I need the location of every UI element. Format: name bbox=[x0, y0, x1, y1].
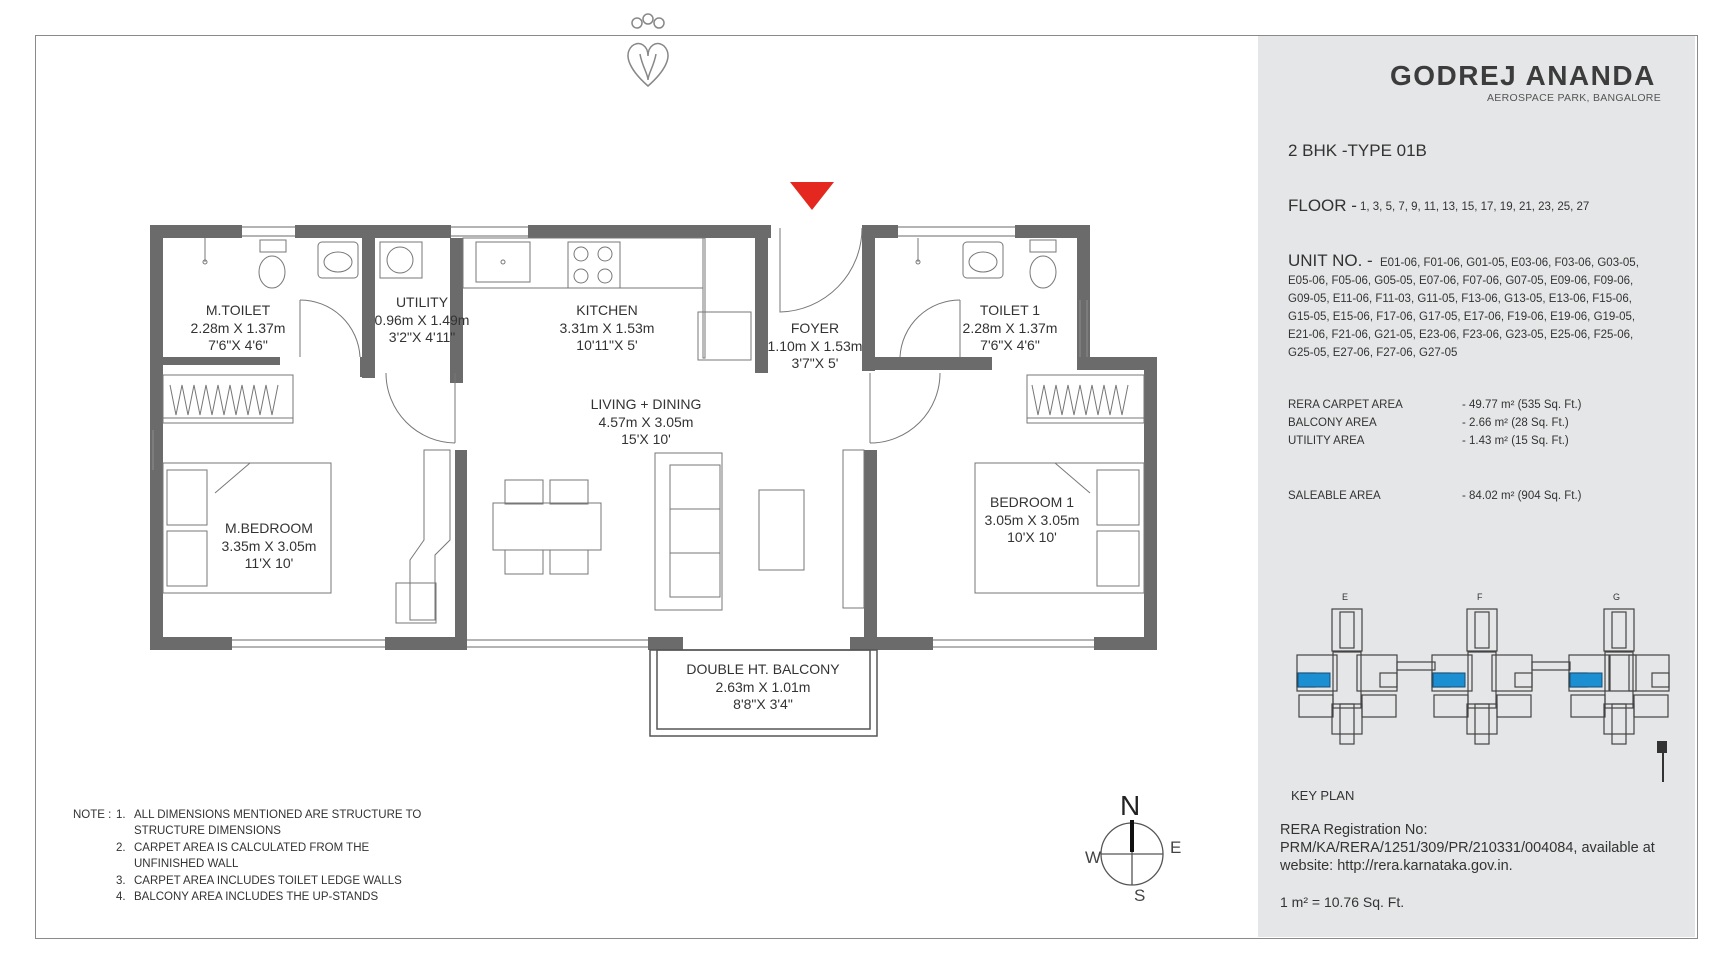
room-label-foyer bbox=[763, 320, 867, 373]
room-metric: 2.28m X 1.37m bbox=[962, 319, 1058, 336]
tower-label-g: G bbox=[1613, 592, 1621, 602]
note-text: UNFINISHED WALL bbox=[134, 858, 239, 870]
room-metric: 1.10m X 1.53m bbox=[767, 337, 863, 354]
compass-west: W bbox=[1085, 848, 1102, 867]
rera-line-3: website: http://rera.karnataka.gov.in. bbox=[1280, 858, 1513, 874]
room-name: FOYER bbox=[790, 320, 840, 336]
room-label-toilet-1 bbox=[950, 302, 1070, 355]
area-value: - 49.77 m² (535 Sq. Ft.) bbox=[1462, 399, 1582, 411]
compass bbox=[1101, 820, 1163, 885]
room-imperial: 10'X 10' bbox=[1007, 529, 1057, 545]
room-metric: 2.28m X 1.37m bbox=[190, 319, 286, 336]
room-label-living-dining bbox=[576, 396, 716, 449]
room-imperial: 10'11"X 5' bbox=[576, 337, 638, 353]
note-number: 2. bbox=[116, 842, 126, 854]
room-imperial: 15'X 10' bbox=[621, 431, 671, 447]
key-plan-diagram bbox=[1297, 609, 1669, 744]
room-imperial: 7'6"X 4'6" bbox=[980, 337, 1040, 353]
area-label: UTILITY AREA bbox=[1288, 435, 1365, 447]
room-metric: 3.05m X 3.05m bbox=[984, 511, 1080, 528]
room-metric: 4.57m X 3.05m bbox=[598, 413, 694, 430]
room-name: M.BEDROOM bbox=[225, 520, 313, 536]
tower-label-e: E bbox=[1342, 592, 1349, 602]
rera-line-1: RERA Registration No: bbox=[1280, 822, 1428, 838]
unit-line: E21-06, F21-06, G21-05, E23-06, F23-06, G23-05, E25-06, F25-06, bbox=[1288, 329, 1634, 341]
entry-marker bbox=[790, 182, 834, 210]
area-value: - 1.43 m² (15 Sq. Ft.) bbox=[1462, 435, 1569, 447]
note-text: CARPET AREA INCLUDES TOILET LEDGE WALLS bbox=[134, 875, 402, 887]
area-label: BALCONY AREA bbox=[1288, 417, 1377, 429]
compass-east: E bbox=[1170, 838, 1182, 857]
note-number: 4. bbox=[116, 891, 126, 903]
room-name: LIVING + DINING bbox=[590, 396, 702, 412]
key-plan-highlight bbox=[1298, 673, 1602, 687]
room-imperial: 3'2"X 4'11" bbox=[388, 329, 456, 345]
room-label-bedroom-1 bbox=[972, 494, 1092, 547]
room-name: BEDROOM 1 bbox=[989, 494, 1074, 510]
note-text: BALCONY AREA INCLUDES THE UP-STANDS bbox=[134, 891, 379, 903]
unit-no-label: UNIT NO. - bbox=[1288, 251, 1373, 270]
compass-north: N bbox=[1120, 790, 1141, 821]
room-label-m-toilet bbox=[178, 302, 298, 355]
room-label-balcony bbox=[673, 661, 853, 714]
saleable-label: SALEABLE AREA bbox=[1288, 490, 1381, 502]
unit-line: E01-06, F01-06, G01-05, E03-06, F03-06, G03-05, bbox=[1380, 257, 1639, 269]
room-name: UTILITY bbox=[395, 294, 449, 310]
room-metric: 0.96m X 1.49m bbox=[374, 311, 470, 328]
room-name: KITCHEN bbox=[576, 302, 638, 318]
note-text: CARPET AREA IS CALCULATED FROM THE bbox=[134, 842, 370, 854]
area-label: RERA CARPET AREA bbox=[1288, 399, 1403, 411]
room-imperial: 7'6"X 4'6" bbox=[208, 337, 268, 353]
note-number: 3. bbox=[116, 875, 126, 887]
room-metric: 3.31m X 1.53m bbox=[559, 319, 655, 336]
note-number: 1. bbox=[116, 809, 126, 821]
saleable-value: - 84.02 m² (904 Sq. Ft.) bbox=[1462, 490, 1582, 502]
unit-type-title: 2 BHK -TYPE 01B bbox=[1288, 141, 1427, 160]
brand-logo bbox=[628, 14, 668, 86]
room-name: DOUBLE HT. BALCONY bbox=[686, 661, 840, 677]
unit-line: G09-05, E11-06, F11-03, G11-05, F13-06, G13-05, E13-06, F15-06, bbox=[1288, 293, 1632, 305]
room-label-utility bbox=[372, 294, 472, 347]
tower-label-f: F bbox=[1477, 592, 1483, 602]
unit-line: G15-05, E15-06, F17-06, G17-05, E17-06, F19-06, E19-06, G19-05, bbox=[1288, 311, 1636, 323]
room-name: M.TOILET bbox=[205, 302, 271, 318]
unit-conversion: 1 m² = 10.76 Sq. Ft. bbox=[1280, 894, 1405, 910]
compass-south: S bbox=[1134, 886, 1146, 905]
room-imperial: 11'X 10' bbox=[244, 555, 294, 571]
room-imperial: 3'7"X 5' bbox=[791, 355, 839, 371]
note-text: ALL DIMENSIONS MENTIONED ARE STRUCTURE TO bbox=[134, 809, 422, 821]
room-name: TOILET 1 bbox=[979, 302, 1041, 318]
note-text: STRUCTURE DIMENSIONS bbox=[134, 825, 281, 837]
floor-label: FLOOR - bbox=[1288, 196, 1357, 215]
brand-name: GODREJ ANANDA bbox=[1390, 60, 1656, 91]
brand-location: AEROSPACE PARK, BANGALORE bbox=[1487, 92, 1661, 104]
room-label-kitchen bbox=[547, 302, 667, 355]
note-prefix: NOTE : bbox=[73, 809, 112, 821]
room-label-m-bedroom bbox=[209, 520, 329, 573]
room-metric: 3.35m X 3.05m bbox=[221, 537, 317, 554]
floor-values: 1, 3, 5, 7, 9, 11, 13, 15, 17, 19, 21, 23, 25, 27 bbox=[1360, 201, 1590, 213]
rera-line-2: PRM/KA/RERA/1251/309/PR/210331/004084, available at bbox=[1280, 840, 1655, 856]
north-arrow-icon bbox=[1658, 742, 1666, 782]
unit-line: E05-06, F05-06, G05-05, E07-06, F07-06, G07-05, E09-06, F09-06, bbox=[1288, 275, 1634, 287]
room-imperial: 8'8"X 3'4" bbox=[733, 696, 793, 712]
unit-no-list bbox=[1288, 254, 1678, 362]
unit-line: G25-05, E27-06, F27-06, G27-05 bbox=[1288, 347, 1458, 359]
room-metric: 2.63m X 1.01m bbox=[715, 678, 811, 695]
key-plan-label: KEY PLAN bbox=[1291, 788, 1355, 803]
area-value: - 2.66 m² (28 Sq. Ft.) bbox=[1462, 417, 1569, 429]
